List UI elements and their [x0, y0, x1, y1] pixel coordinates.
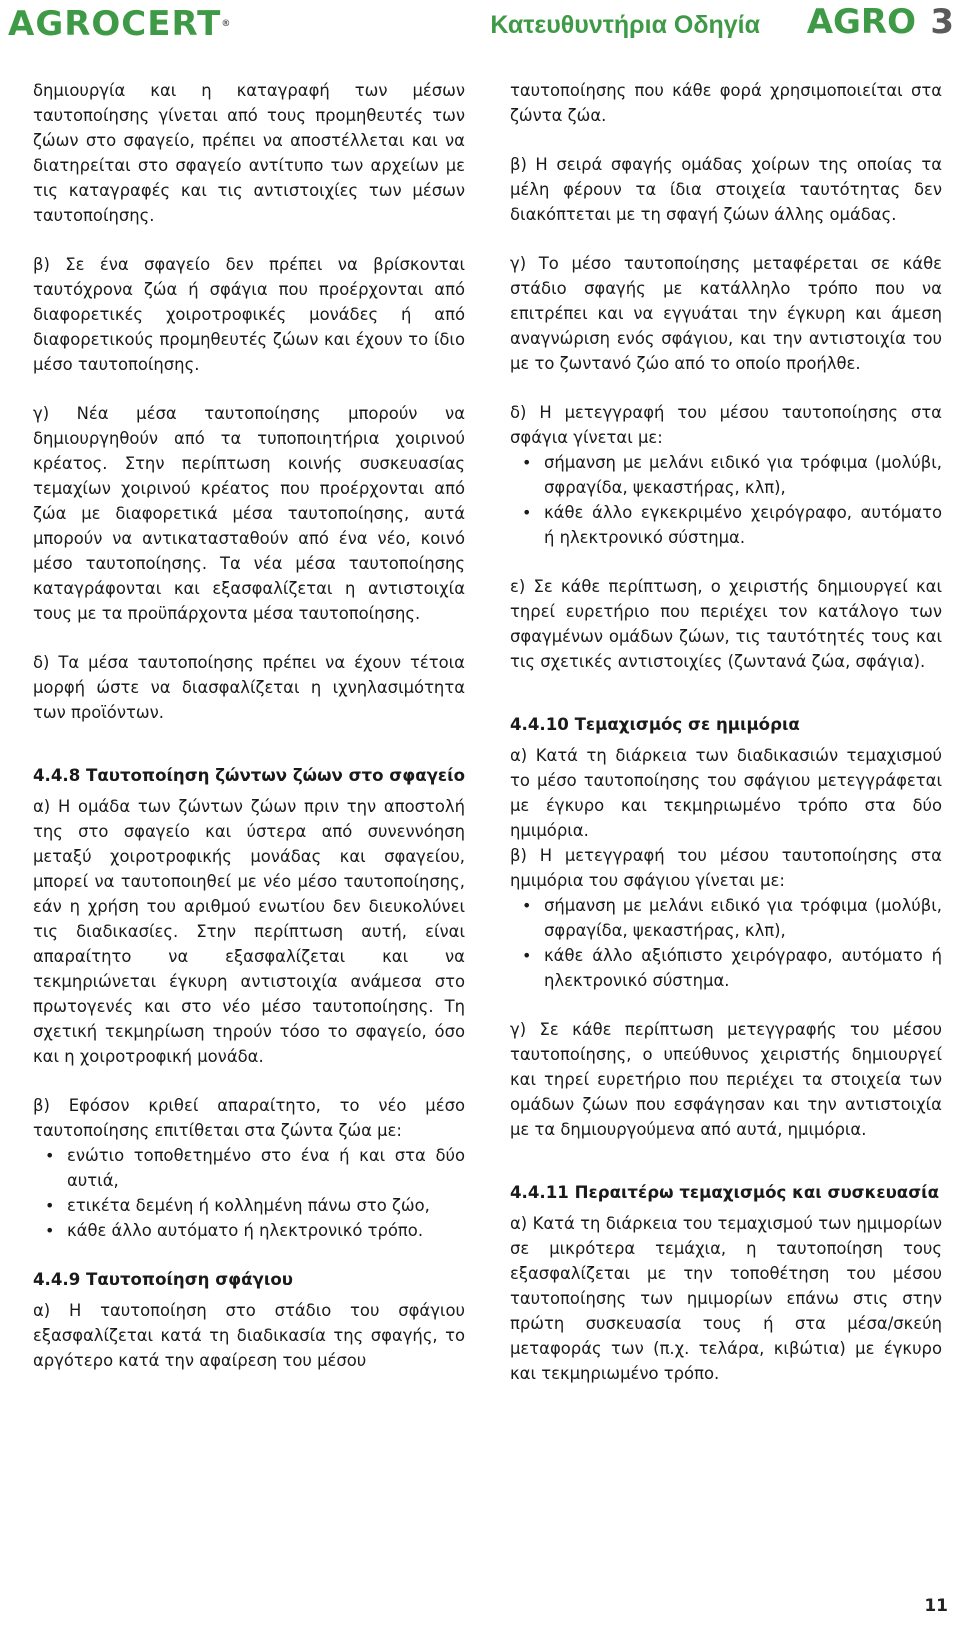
page-header [0, 0, 960, 56]
paragraph: δ) Τα μέσα ταυτοποίησης πρέπει να έχουν τέτοια μορφή ώστε να διασφαλίζεται η ιχνηλασιμότητα των προϊόντων. [33, 653, 465, 722]
agro-logo: AGRO [806, 2, 916, 42]
paragraph: γ) Το μέσο ταυτοποίησης μεταφέρεται σε κάθε στάδιο σφαγής με κατάλληλο τρόπο που να επιτρέπει και να εγγυάται την έγκυρη και άμεση αναγνώριση ενός σφάγιου, και την αντιστοιχία του με το ζωντανό ζώο από το οποίο προήλθε. [510, 254, 942, 373]
logo-text: AGROCERT [8, 4, 222, 44]
bullet-list [510, 893, 942, 993]
section-heading-4-4-9: 4.4.9 Ταυτοποίηση σφάγιου [33, 1270, 293, 1289]
document-title: Κατευθυντήρια Οδηγία [490, 11, 760, 39]
left-column [33, 78, 465, 1397]
paragraph: δημιουργία και η καταγραφή των μέσων ταυτοποίησης γίνεται από τους προμηθευτές των ζώων στο σφαγείο, πρέπει να αποστέλλεται και να διατηρείται στο σφαγείο αντίτυπο των αρχείων με τις καταγραφές και τις αντιστοιχίες των μέσων ταυτοποίησης. [33, 81, 465, 225]
section-gap [510, 1142, 942, 1180]
list-item: • ενώτιο τοποθετημένο στο ένα ή και στα δύο αυτιά, [33, 1143, 465, 1193]
guideline-number: 3 [930, 2, 954, 42]
section-gap [510, 674, 942, 712]
paragraph: α) Κατά τη διάρκεια των διαδικασιών τεμαχισμού το μέσο ταυτοποίησης του σφάγιου μετεγγράφεται με έγκυρο και τεκμηριωμένο τρόπο στα δύο ημιμόρια. [510, 746, 942, 840]
paragraph: β) Η μετεγγραφή του μέσου ταυτοποίησης στα ημιμόρια του σφάγιου γίνεται με: [510, 846, 942, 890]
paragraph: β) Εφόσον κριθεί απαραίτητο, το νέο μέσο ταυτοποίησης επιτίθεται στα ζώντα ζώα με: [33, 1096, 465, 1140]
registered-mark: ® [221, 19, 232, 29]
list-item: • ετικέτα δεμένη ή κολλημένη πάνω στο ζώο, [33, 1193, 465, 1218]
section-heading-4-4-8: 4.4.8 Ταυτοποίηση ζώντων ζώων στο σφαγείο [33, 766, 466, 785]
list-item: • σήμανση με μελάνι ειδικό για τρόφιμα (μολύβι, σφραγίδα, ψεκαστήρας, κλπ), [510, 893, 942, 943]
list-item: • κάθε άλλο αυτόματο ή ηλεκτρονικό τρόπο. [33, 1218, 465, 1243]
section-heading-4-4-11: 4.4.11 Περαιτέρω τεμαχισμός και συσκευασία [510, 1183, 939, 1202]
section-heading-4-4-10: 4.4.10 Τεμαχισμός σε ημιμόρια [510, 715, 800, 734]
paragraph: δ) Η μετεγγραφή του μέσου ταυτοποίησης στα σφάγια γίνεται με: [510, 403, 942, 447]
list-item: • κάθε άλλο εγκεκριμένο χειρόγραφο, αυτόματο ή ηλεκτρονικό σύστημα. [510, 500, 942, 550]
paragraph: α) Κατά τη διάρκεια του τεμαχισμού των ημιμορίων σε μικρότερα τεμάχια, η ταυτοποίηση τους εξασφαλίζεται με την τοποθέτηση του μέσου ταυτοποίησης των ημιμορίων επάνω στις στην πρώτη συσκευασία τους ή στα μέσα/σκεύη μεταφοράς των (π.χ. τελάρα, κιβώτια) με έγκυρο και τεκμηριωμένο τρόπο. [510, 1214, 942, 1383]
list-item: • σήμανση με μελάνι ειδικό για τρόφιμα (μολύβι, σφραγίδα, ψεκαστήρας, κλπ), [510, 450, 942, 500]
agrocert-logo [8, 4, 231, 44]
paragraph: α) Η ομάδα των ζώντων ζώων πριν την αποστολή της στο σφαγείο και ύστερα από συνεννόηση μεταξύ χοιροτροφικής μονάδας και σφαγείου, μπορεί να ταυτοποιηθεί με νέο μέσο ταυτοποίησης, εάν η χρήση του αριθμού ενωτίου δεν διευκολύνει τις διαδικασίες. Στην περίπτωση αυτή, είναι απαραίτητο να εξασφαλίζεται και να τεκμηριώνεται έγκυρη αντιστοιχία ανάμεσα στο πρωτογενές και στο νέο μέσο ταυτοποίησης. Τη σχετική τεκμηρίωση τηρούν τόσο το σφαγείο, όσο και η χοιροτροφική μονάδα. [33, 797, 465, 1066]
paragraph: ε) Σε κάθε περίπτωση, ο χειριστής δημιουργεί και τηρεί ευρετήριο που περιέχει τον κατάλογο των σφαγμένων ομάδων ζώων, τις ταυτότητές τους και τις σχετικές αντιστοιχίες (ζωντανά ζώα, σφάγια). [510, 577, 942, 671]
right-column [510, 78, 942, 1410]
paragraph: α) Η ταυτοποίηση στο στάδιο του σφάγιου εξασφαλίζεται κατά τη διαδικασία της σφαγής, το αργότερο κατά την αφαίρεση του μέσου [33, 1301, 465, 1370]
paragraph: β) Η σειρά σφαγής ομάδας χοίρων της οποίας τα μέλη φέρουν τα ίδια στοιχεία ταυτότητας δεν διακόπτεται με τη σφαγή ζώων άλλης ομάδας. [510, 155, 942, 224]
section-gap [33, 725, 465, 763]
paragraph: ταυτοποίησης που κάθε φορά χρησιμοποιείται στα ζώντα ζώα. [510, 81, 942, 125]
paragraph: β) Σε ένα σφαγείο δεν πρέπει να βρίσκονται ταυτόχρονα ζώα ή σφάγια που προέρχονται από διαφορετικές χοιροτροφικές μονάδες ή από διαφορετικούς προμηθευτές ζώων και έχουν το ίδιο μέσο ταυτοποίησης. [33, 255, 465, 374]
page-number: 11 [924, 1596, 948, 1616]
list-item: • κάθε άλλο αξιόπιστο χειρόγραφο, αυτόματο ή ηλεκτρονικό σύστημα. [510, 943, 942, 993]
bullet-list [510, 450, 942, 550]
paragraph: γ) Σε κάθε περίπτωση μετεγγραφής του μέσου ταυτοποίησης, ο υπεύθυνος χειριστής δημιουργεί και τηρεί ευρετήριο που περιέχει τα στοιχεία των ομάδων ζώων που εσφάγησαν και την αντιστοιχία με τα δημιουργούμενα από αυτά, ημιμόρια. [510, 1020, 942, 1139]
bullet-list [33, 1143, 465, 1243]
paragraph: γ) Νέα μέσα ταυτοποίησης μπορούν να δημιουργηθούν από τα τυποποιητήρια χοιρινού κρέατος. Στην περίπτωση κοινής συσκευασίας τεμαχίων χοιρινού κρέατος που προέρχονται από ζώα με διαφορετικά μέσα ταυτοποίησης, αυτά μπορούν να αντικατασταθούν από ένα νέο, κοινό μέσο ταυτοποίησης. Τα νέα μέσα ταυτοποίησης καταγράφονται και εξασφαλίζεται η αντιστοιχία τους με τα προϋπάρχοντα μέσα ταυτοποίησης. [33, 404, 465, 623]
